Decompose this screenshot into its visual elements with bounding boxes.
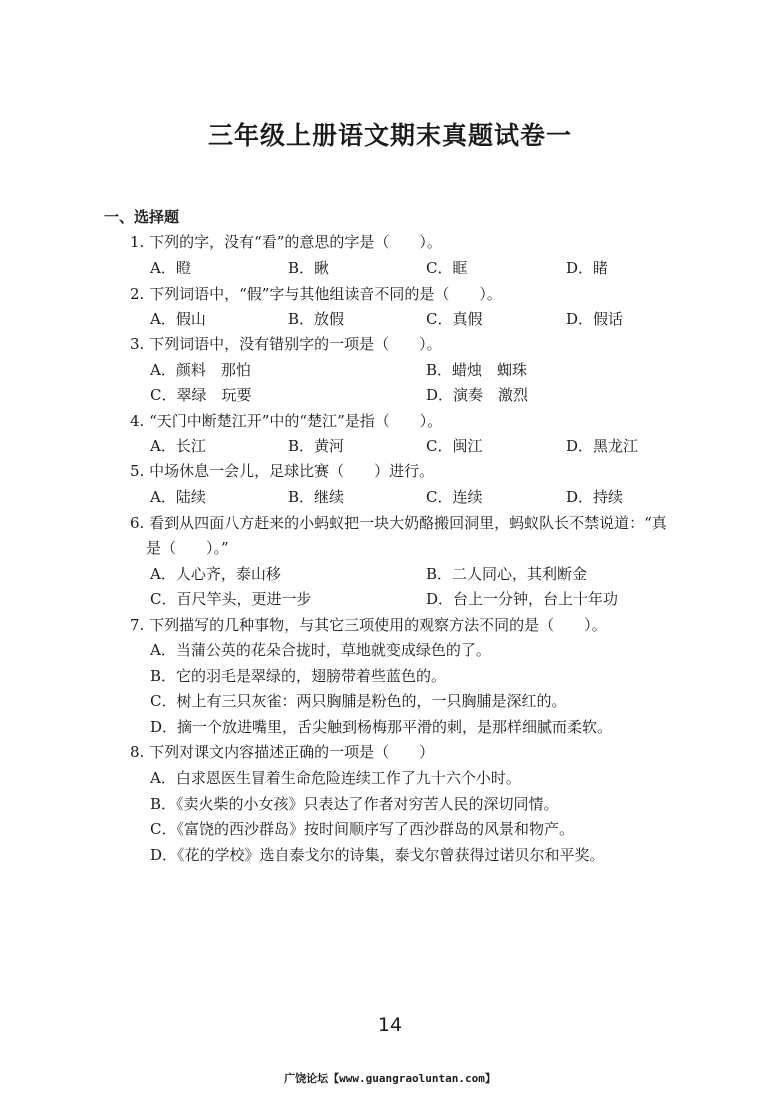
q7-option-c: C．树上有三只灰雀：两只胸脯是粉色的，一只胸脯是深红的。 bbox=[150, 692, 567, 710]
q2-option-c: C．真假 bbox=[426, 310, 483, 328]
question-2: 2. 下列词语中，“假”字与其他组读音不同的是（ ）。 bbox=[130, 285, 502, 303]
question-8: 8. 下列对课文内容描述正确的一项是（ ） bbox=[130, 743, 435, 761]
question-6-continued: 是（ ）。” bbox=[146, 539, 229, 557]
question-3: 3. 下列词语中，没有错别字的一项是（ ）。 bbox=[130, 335, 442, 353]
q8-option-d: D．《花的学校》选自泰戈尔的诗集，泰戈尔曾获得过诺贝尔和平奖。 bbox=[150, 846, 605, 864]
q8-option-b: B．《卖火柴的小女孩》只表达了作者对穷苦人民的深切同情。 bbox=[150, 795, 559, 813]
q5-option-a: A．陆续 bbox=[150, 488, 206, 506]
q4-option-c: C．闽江 bbox=[426, 437, 483, 455]
footer-watermark: 广饶论坛【www.guangraoluntan.com】 bbox=[284, 1072, 496, 1085]
q3-option-c: C．翠绿 玩要 bbox=[150, 386, 252, 404]
question-1: 1. 下列的字，没有“看”的意思的字是（ ）。 bbox=[130, 233, 442, 251]
q1-option-d: D．睹 bbox=[566, 259, 609, 277]
q1-option-b: B．瞅 bbox=[288, 259, 330, 277]
q5-option-d: D．持续 bbox=[566, 488, 624, 506]
section-heading: 一、选择题 bbox=[104, 208, 180, 226]
q8-option-a: A．白求恩医生冒着生命危险连续工作了九十六个小时。 bbox=[150, 769, 521, 787]
q1-option-a: A．瞪 bbox=[150, 259, 191, 277]
q7-option-b: B．它的羽毛是翠绿的，翅膀带着些蓝色的。 bbox=[150, 667, 447, 685]
q3-option-b: B．蜡烛 蜘珠 bbox=[426, 361, 528, 379]
page-title: 三年级上册语文期末真题试卷一 bbox=[207, 121, 572, 150]
q3-option-d: D．演奏 激烈 bbox=[426, 386, 529, 404]
question-5: 5. 中场休息一会儿，足球比赛（ ）进行。 bbox=[130, 462, 435, 480]
q1-option-c: C．眶 bbox=[426, 259, 468, 277]
page-number: 14 bbox=[377, 1014, 403, 1036]
q4-option-a: A．长江 bbox=[150, 437, 206, 455]
q7-option-a: A．当蒲公英的花朵合拢时，草地就变成绿色的了。 bbox=[150, 641, 491, 659]
q4-option-b: B．黄河 bbox=[288, 437, 345, 455]
question-7: 7. 下列描写的几种事物，与其它三项使用的观察方法不同的是（ ）。 bbox=[130, 616, 607, 634]
q8-option-c: C．《富饶的西沙群岛》按时间顺序写了西沙群岛的风景和物产。 bbox=[150, 820, 574, 838]
q2-option-a: A．假山 bbox=[150, 310, 206, 328]
q2-option-b: B．放假 bbox=[288, 310, 345, 328]
q6-option-a: A．人心齐，泰山移 bbox=[150, 565, 281, 583]
q5-option-b: B．继续 bbox=[288, 488, 345, 506]
q6-option-b: B．二人同心，其利断金 bbox=[426, 565, 588, 583]
question-4: 4. “天门中断楚江开”中的“楚江”是指（ ）。 bbox=[130, 412, 443, 430]
q7-option-d: D．摘一个放进嘴里，舌尖触到杨梅那平滑的刺，是那样细腻而柔软。 bbox=[150, 718, 613, 736]
q2-option-d: D．假话 bbox=[566, 310, 624, 328]
q4-option-d: D．黑龙江 bbox=[566, 437, 639, 455]
question-6: 6. 看到从四面八方赶来的小蚂蚁把一块大奶酪搬回洞里，蚂蚁队长不禁说道：“真 bbox=[130, 514, 667, 532]
q5-option-c: C．连续 bbox=[426, 488, 483, 506]
q6-option-d: D．台上一分钟，台上十年功 bbox=[426, 590, 619, 608]
q6-option-c: C．百尺竿头，更进一步 bbox=[150, 590, 312, 608]
q3-option-a: A．颜料 那怕 bbox=[150, 361, 251, 379]
